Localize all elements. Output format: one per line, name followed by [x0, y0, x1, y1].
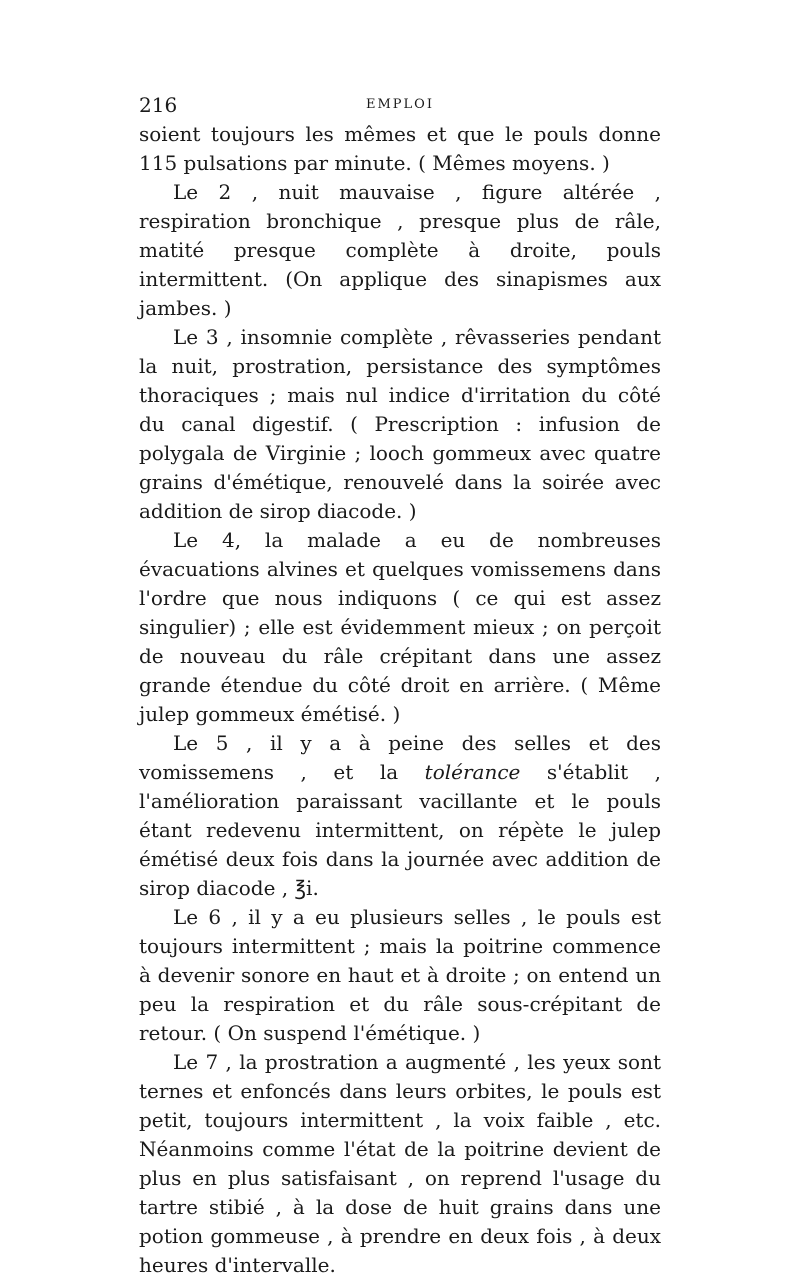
paragraph-day-2 — [139, 178, 661, 323]
paragraph-day-3 — [139, 323, 661, 526]
paragraph-day-6 — [139, 903, 661, 1048]
italic-term: tolérance — [424, 760, 521, 784]
paragraph-text: soient toujours les mêmes et que le pouls donne 115 pulsations par minute. ( Mêmes moyens. ) — [139, 122, 661, 175]
paragraph-text: s'établit , l'amélioration paraissant vacillante et le pouls étant redevenu intermittent, on répète le julep émétisé deux fois dans la journée avec addition de sirop diacode , ℥i. — [139, 760, 661, 900]
paragraph-text: Le 6 , il y a eu plusieurs selles , le pouls est toujours intermittent ; mais la poitrine commence à devenir sonore en haut et à droite ; on entend un peu la respiration et du râle sous-crépitant de retour. ( On suspend l'émétique. ) — [139, 905, 661, 1045]
body-text — [139, 120, 661, 1280]
paragraph-text: Le 4, la malade a eu de nombreuses évacuations alvines et quelques vomissemens dans l'ordre que nous indiquons ( ce qui est assez singulier) ; elle est évidemment mieux ; on perçoit de nouveau du râle crépitant dans une assez grande étendue du côté droit en arrière. ( Même julep gommeux émétisé. ) — [139, 528, 661, 726]
paragraph-text: Le 2 , nuit mauvaise , figure altérée , respiration bronchique , presque plus de râle, matité presque complète à droite, pouls intermittent. (On applique des sinapismes aux jambes. ) — [139, 180, 661, 320]
paragraph-text: Le 5 , il y a à peine des selles et des vomissemens , et la — [139, 731, 661, 784]
paragraph-text: Le 3 , insomnie complète , rêvasseries pendant la nuit, prostration, persistance des symptômes thoraciques ; mais nul indice d'irritation du côté du canal digestif. ( Prescription : infusion de polygala de Virginie ; looch gommeux avec quatre grains d'émétique, renouvelé dans la soirée avec addition de sirop diacode. ) — [139, 325, 661, 523]
page-number: 216 — [139, 93, 178, 117]
running-head — [139, 92, 661, 118]
paragraph-continuation — [139, 120, 661, 178]
paragraph-day-7 — [139, 1048, 661, 1280]
paragraph-day-5 — [139, 729, 661, 903]
paragraph-day-4 — [139, 526, 661, 729]
running-title: EMPLOI — [366, 97, 434, 112]
paragraph-text: Le 7 , la prostration a augmenté , les yeux sont ternes et enfoncés dans leurs orbites, le pouls est petit, toujours intermittent , la voix faible , etc. Néanmoins comme l'état de la poitrine devient de plus en plus satisfaisant , on reprend l'usage du tartre stibié , à la dose de huit grains dans une potion gommeuse , à prendre en deux fois , à deux heures d'intervalle. — [139, 1050, 661, 1277]
